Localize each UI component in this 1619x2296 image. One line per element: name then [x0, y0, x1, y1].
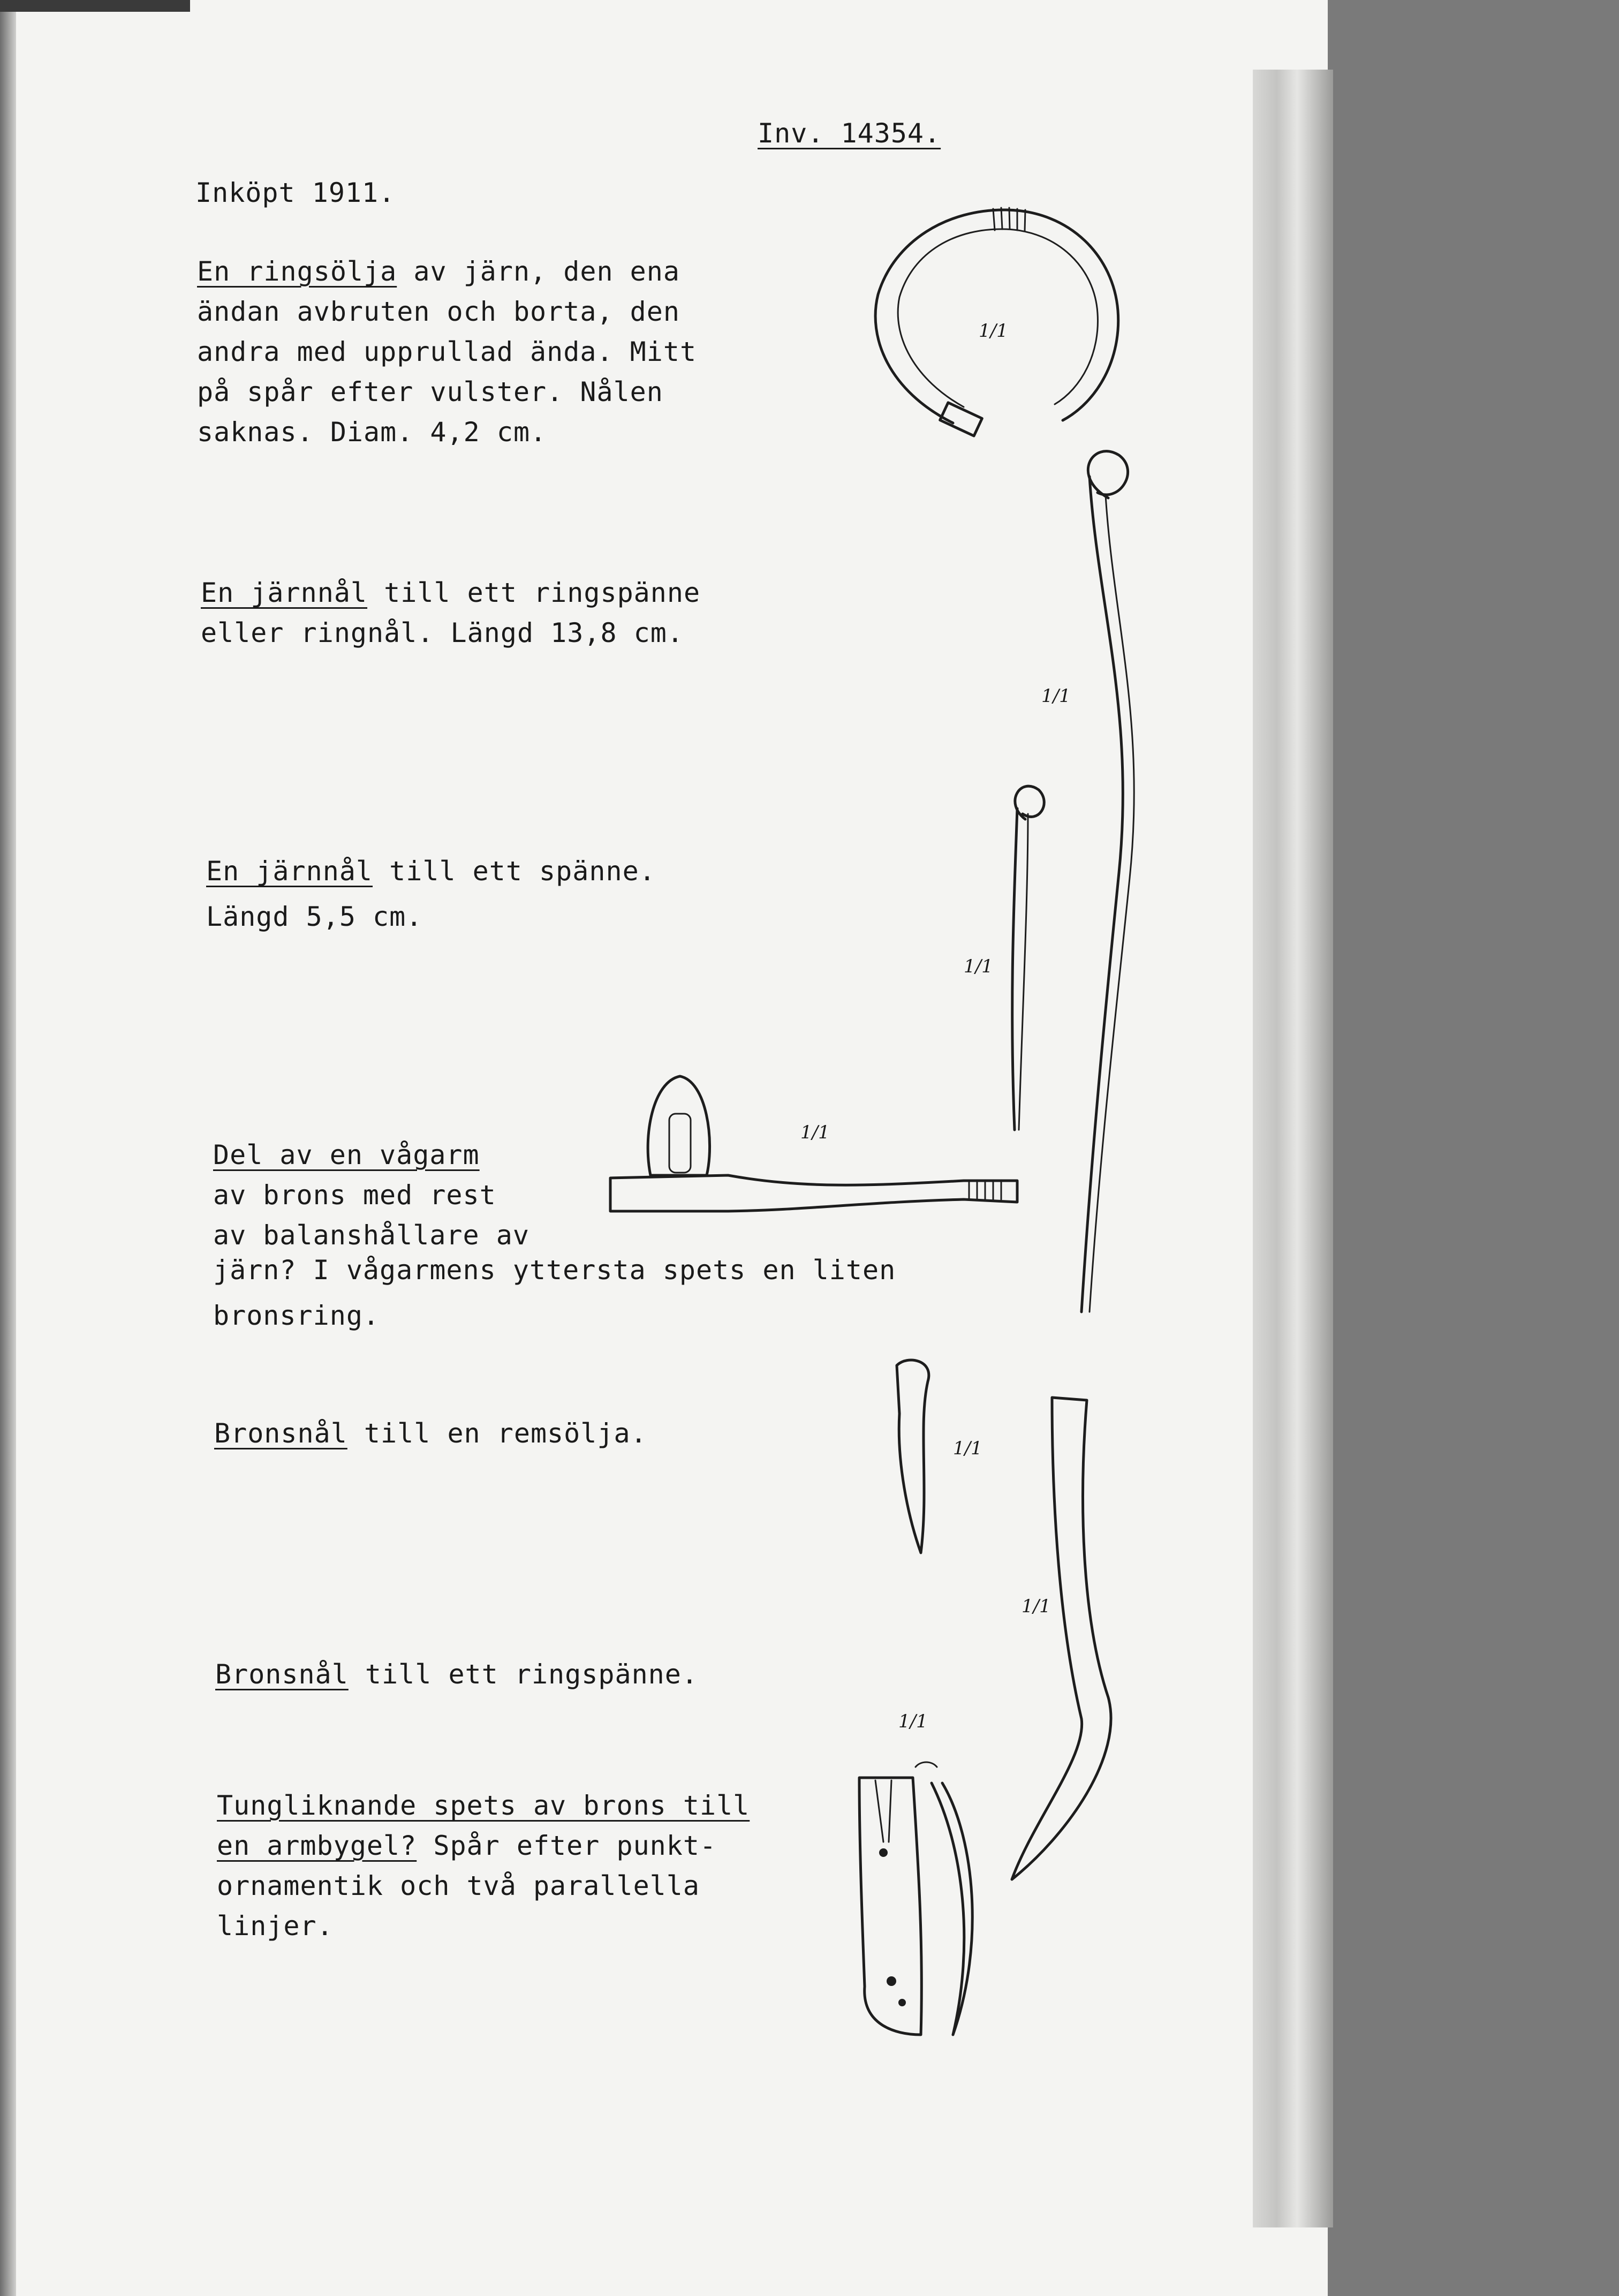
bronze-pin-belt-drawing [886, 1355, 950, 1558]
entry-bronsnal-ringspanne [215, 1655, 698, 1695]
entry-title: Bronsnål [214, 1418, 347, 1449]
entry-line: av brons med rest [213, 1180, 496, 1211]
entry-title: Tungliknande spets av brons till [217, 1790, 750, 1821]
entry-bronsnal-remsolja [214, 1414, 647, 1454]
entry-line: till ett ringspänne. [348, 1659, 698, 1690]
scale-label: 1/1 [1041, 685, 1071, 707]
entry-line: av balanshållare av [213, 1220, 529, 1251]
scale-label: 1/1 [800, 1122, 830, 1143]
entry-line: på spår efter vulster. Nålen [197, 376, 663, 407]
entry-line: järn? I vågarmens yttersta spets en liten [213, 1255, 896, 1286]
entry-line: av järn, den ena [397, 256, 680, 287]
scale-label: 1/1 [953, 1438, 982, 1459]
entry-line: ornamentik och två parallella [217, 1870, 700, 1901]
scan-corner-mark [0, 0, 190, 12]
entry-title: En järnnål [201, 577, 368, 608]
tongue-tip-drawing [851, 1756, 1012, 2045]
entry-line: bronsring. [213, 1300, 380, 1331]
scale-label: 1/1 [964, 956, 993, 977]
entry-title: En ringsölja [197, 256, 397, 287]
entry-line: saknas. Diam. 4,2 cm. [197, 417, 547, 448]
long-iron-needle-drawing [1039, 444, 1167, 1323]
entry-line: eller ringnål. Längd 13,8 cm. [201, 617, 684, 648]
purchase-note: Inköpt 1911. [195, 177, 396, 208]
entry-title: Del av en vågarm [213, 1139, 480, 1170]
scale-label: 1/1 [1022, 1596, 1051, 1617]
entry-jarnnal-ringspanne [201, 573, 700, 613]
entry-ringsolja [197, 252, 680, 292]
page-left-edge [0, 0, 16, 2296]
entry-title: En järnnål [206, 856, 373, 887]
entry-line: ändan avbruten och borta, den [197, 296, 680, 327]
entry-title: en armbygel? [217, 1830, 417, 1861]
entry-title: Bronsnål [215, 1659, 349, 1690]
inventory-number: Inv. 14354. [758, 118, 941, 149]
entry-tungliknande [217, 1826, 716, 1866]
entry-line: Längd 5,5 cm. [206, 901, 423, 932]
ring-brooch-drawing [857, 198, 1135, 444]
entry-line: andra med upprullad ända. Mitt [197, 336, 697, 367]
book-spine [1253, 70, 1333, 2227]
entry-line: linjer. [217, 1910, 334, 1942]
entry-line: till ett ringspänne [367, 577, 701, 608]
entry-line: till en remsölja. [347, 1418, 647, 1449]
entry-line: Spår efter punkt- [417, 1830, 717, 1861]
entry-jarnnal-spanne [206, 851, 656, 892]
scale-arm-drawing [600, 1071, 1028, 1221]
entry-line: till ett spänne. [373, 856, 656, 887]
bronze-pin-ringbrooch-drawing [1001, 1392, 1130, 1885]
scale-label: 1/1 [898, 1711, 928, 1732]
scale-label: 1/1 [979, 320, 1008, 342]
